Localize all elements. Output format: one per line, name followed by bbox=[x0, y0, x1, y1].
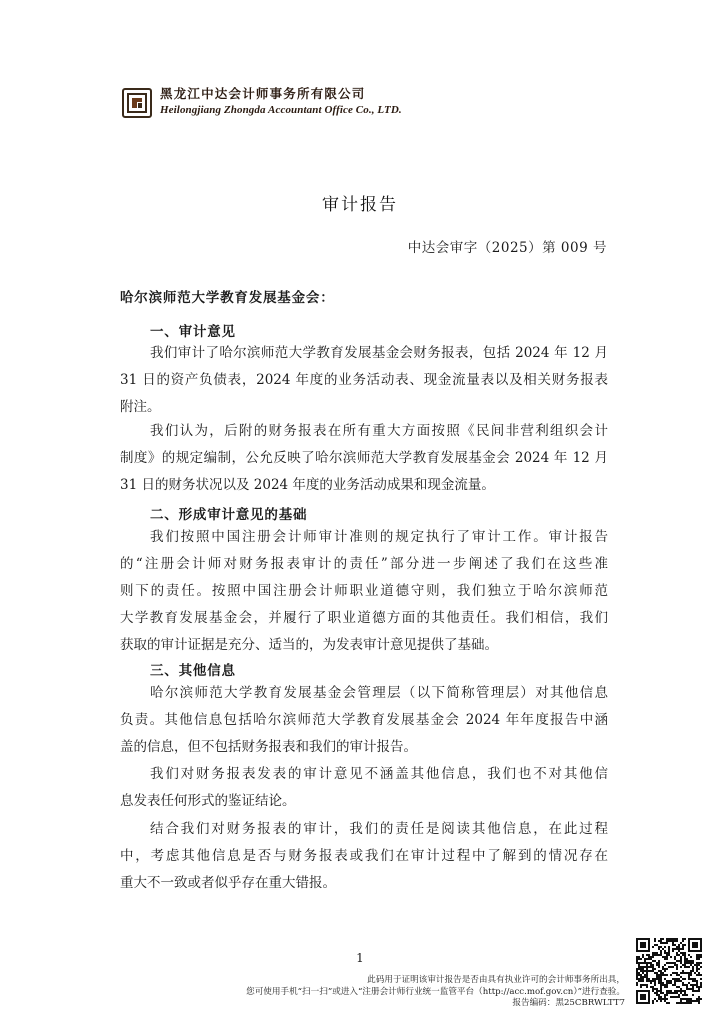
text-line: 中，考虑其他信息是否与财务报表或我们在审计过程中了解到的情况存在 bbox=[120, 848, 608, 864]
section-heading-audit-opinion: 一、审计意见 bbox=[150, 324, 236, 340]
company-name-en: Heilongjiang Zhongda Accountant Office Co., LTD. bbox=[160, 104, 402, 116]
section-heading-basis-for-opinion: 二、形成审计意见的基础 bbox=[150, 507, 308, 523]
verification-qr-code-icon[interactable] bbox=[636, 938, 702, 1004]
report-code: 报告编码：黑25CBRWLTT7 bbox=[512, 998, 625, 1008]
paragraph-audit-scope bbox=[120, 340, 608, 421]
text-line: 负责。其他信息包括哈尔滨师范大学教育发展基金会 2024 年年度报告中涵 bbox=[120, 712, 608, 728]
text-line: 我们认为，后附的财务报表在所有重大方面按照《民间非营利组织会计 bbox=[150, 423, 608, 439]
text-line: 获取的审计证据是充分、适当的，为发表审计意见提供了基础。 bbox=[120, 637, 498, 653]
addressee: 哈尔滨师范大学教育发展基金会： bbox=[120, 290, 335, 306]
text-line: 大学教育发展基金会，并履行了职业道德方面的其他责任。我们相信，我们 bbox=[120, 610, 608, 626]
company-name-cn: 黑龙江中达会计师事务所有限公司 bbox=[160, 86, 366, 101]
company-logo-icon bbox=[122, 88, 152, 118]
report-reference-number: 中达会审字（2025）第 009 号 bbox=[407, 240, 607, 256]
footer-line: 您可使用手机“扫一扫”或进入“注册会计师行业统一监管平台（http://acc.mof.gov.cn）”进行查验。 bbox=[246, 986, 625, 997]
document-title: 审计报告 bbox=[322, 195, 398, 215]
page-number: 1 bbox=[356, 951, 364, 965]
text-line: 制度》的规定编制，公允反映了哈尔滨师范大学教育发展基金会 2024 年 12 月 bbox=[120, 450, 608, 466]
text-line: 我们对财务报表发表的审计意见不涵盖其他信息，我们也不对其他信 bbox=[150, 766, 608, 782]
text-line: 31 日的资产负债表，2024 年度的业务活动表、现金流量表以及相关财务报表 bbox=[120, 372, 608, 388]
text-line: 息发表任何形式的鉴证结论。 bbox=[120, 793, 296, 809]
paragraph-opinion bbox=[120, 418, 608, 499]
section-heading-other-information: 三、其他信息 bbox=[150, 663, 236, 679]
text-line: 结合我们对财务报表的审计，我们的责任是阅读其他信息，在此过程 bbox=[150, 821, 608, 837]
footer-line: 此码用于证明该审计报告是否由具有执业许可的会计师事务所出具， bbox=[367, 975, 625, 985]
paragraph-basis bbox=[120, 524, 608, 659]
paragraph-opinion-scope bbox=[120, 761, 608, 815]
paragraph-management-responsibility bbox=[120, 680, 608, 761]
text-line: 哈尔滨师范大学教育发展基金会管理层（以下简称管理层）对其他信息 bbox=[150, 685, 608, 701]
text-line: 31 日的财务状况以及 2024 年度的业务活动成果和现金流量。 bbox=[120, 477, 495, 493]
text-line: 我们按照中国注册会计师审计准则的规定执行了审计工作。审计报告 bbox=[150, 529, 608, 545]
text-line: 重大不一致或者似乎存在重大错报。 bbox=[120, 875, 336, 891]
text-line: 盖的信息，但不包括财务报表和我们的审计报告。 bbox=[120, 739, 417, 755]
paragraph-our-responsibility bbox=[120, 816, 608, 897]
text-line: 的“注册会计师对财务报表审计的责任”部分进一步阐述了我们在这些准 bbox=[120, 556, 608, 572]
verification-footer bbox=[125, 975, 625, 1010]
text-line: 附注。 bbox=[120, 399, 161, 415]
text-line: 我们审计了哈尔滨师范大学教育发展基金会财务报表，包括 2024 年 12 月 bbox=[150, 345, 608, 361]
text-line: 则下的责任。按照中国注册会计师职业道德守则，我们独立于哈尔滨师范 bbox=[120, 583, 608, 599]
